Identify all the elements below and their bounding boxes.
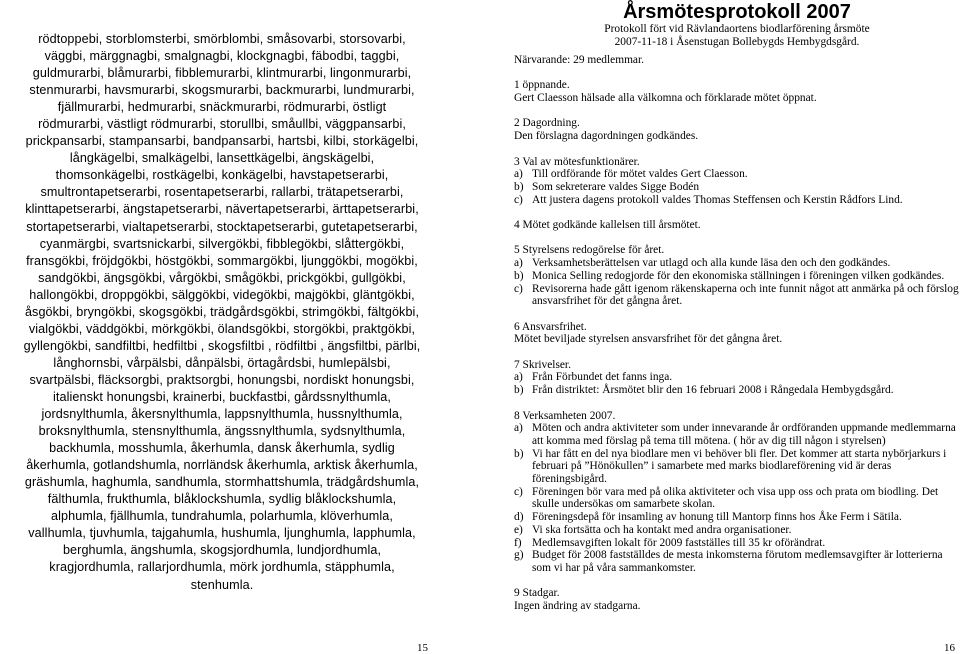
list-item — [514, 537, 960, 550]
section-3-list — [514, 168, 960, 206]
list-item-text: Verksamhetsberättelsen var utlagd och alla kunde läsa den och den godkändes. — [532, 257, 891, 270]
section-5-list — [514, 257, 960, 308]
bee-list-line: thomsonkägelbi, rostkägelbi, konkägelbi, havstapetserarbi, — [55, 168, 389, 183]
list-item-text: Att justera dagens protokoll valdes Thomas Steffensen och Kerstin Rådfors Lind. — [532, 193, 903, 206]
section-9-text: Ingen ändring av stadgarna. — [514, 600, 641, 613]
bee-list-line: stenhumla. — [190, 577, 254, 592]
section-6-text: Mötet beviljade styrelsen ansvarsfrihet för det gångna året. — [514, 333, 783, 346]
section-7-list — [514, 371, 960, 396]
bee-list-line: fälthumla, frukthumla, blåklockshumla, sydlig blåklockshumla, — [47, 492, 397, 507]
bee-list-line: smultrontapetserarbi, rosentapetserarbi, rallarbi, trätapetserarbi, — [40, 185, 404, 200]
list-item — [514, 270, 960, 283]
protocol-subtitle-1: Protokoll fört vid Rävlandaortens biodlarförening årsmöte — [604, 23, 870, 35]
list-item-text: Från distriktet: Årsmötet blir den 16 februari 2008 i Rångedala Hembygdsgård. — [532, 384, 894, 397]
list-item-label: a) — [514, 168, 523, 181]
list-item — [514, 524, 960, 537]
bee-list-line: hallongökbi, droppgökbi, sälggökbi, videgökbi, majgökbi, gläntgökbi, — [29, 287, 415, 302]
section-2-text: Den förslagna dagordningen godkändes. — [514, 130, 699, 143]
list-item-text: Från Förbundet det fanns inga. — [532, 371, 673, 384]
meeting-protocol — [514, 2, 960, 613]
bee-list-line: klinttapetserarbi, ängstapetserarbi, nävertapetserarbi, ärttapetserarbi, — [25, 202, 419, 217]
attendance: Närvarande: 29 medlemmar. — [514, 54, 644, 66]
list-item-label: a) — [514, 371, 523, 384]
list-item-text: Revisorerna hade gått igenom räkenskaperna och inte funnit något att anmärka på och förslog ansvarsfrihet för det gångna året. — [532, 282, 959, 308]
list-item-label: d) — [514, 511, 524, 524]
page-number-left: 15 — [417, 642, 428, 654]
list-item — [514, 283, 960, 308]
protocol-title: Årsmötesprotokoll 2007 — [623, 1, 851, 23]
list-item — [514, 549, 960, 574]
section-1-text: Gert Claesson hälsade alla välkomna och förklarade mötet öppnat. — [514, 92, 817, 105]
list-item-label: c) — [514, 282, 523, 295]
list-item-label: g) — [514, 549, 524, 562]
list-item-text: Föreningen bör vara med på olika aktiviteter och visa upp oss och prata om biodling. Det skulle undersökas om samarbete skolan. — [532, 485, 939, 511]
bee-list-line: vallhumla, tjuvhumla, tajgahumla, hushumla, ljunghumla, lapphumla, — [28, 526, 416, 541]
bee-list-line: kragjordhumla, rallarjordhumla, mörk jordhumla, stäpphumla, — [49, 560, 395, 575]
bee-list-line: gyllengökbi, sandfiltbi, hedfiltbi , skogsfiltbi , rödfiltbi , ängsfiltbi, pärlbi, — [23, 338, 421, 353]
right-page — [470, 0, 960, 654]
section-8-list — [514, 422, 960, 574]
list-item-label: a) — [514, 422, 523, 435]
section-7-heading: 7 Skrivelser. — [514, 358, 571, 371]
bee-list-line: rödmurarbi, västligt rödmurarbi, storullbi, småullbi, väggpansarbi, — [38, 117, 406, 132]
list-item-label: a) — [514, 257, 523, 270]
list-item-label: b) — [514, 384, 524, 397]
list-item-text: Möten och andra aktiviteter som under innevarande år ordföranden uppmande medlemmarna att komma med förslag på tema till mötena. ( hör av dig till någon i styrelsen) — [532, 422, 956, 447]
list-item — [514, 181, 960, 194]
bee-list-line: alphumla, fjällhumla, tundrahumla, polarhumla, klöverhumla, — [51, 509, 393, 524]
page-number-right: 16 — [944, 642, 955, 654]
bee-list-line: väggbi, märggnagbi, smalgnagbi, klockgnagbi, fäbodbi, taggbi, — [44, 49, 400, 64]
list-item-label: c) — [514, 485, 523, 498]
list-item-text: Till ordförande för mötet valdes Gert Claesson. — [532, 168, 748, 181]
bee-list-line: rödtoppebi, storblomsterbi, smörblombi, småsovarbi, storsovarbi, — [38, 32, 406, 46]
list-item-text: Budget för 2008 fastställdes de mesta inkomsterna förutom medlemsavgifter är lotterierna som vi har på våra sammankomster. — [532, 549, 943, 574]
list-item — [514, 384, 960, 397]
bee-list-line: sandgökbi, ängsgökbi, vårgökbi, smågökbi, prickgökbi, gullgökbi, — [38, 270, 406, 285]
bee-list-line: berghumla, ängshumla, skogsjordhumla, lundjordhumla, — [62, 543, 382, 558]
list-item — [514, 511, 960, 524]
bee-list-line: backhumla, mosshumla, åkerhumla, dansk åkerhumla, sydlig — [49, 441, 395, 456]
list-item-text: Vi har fått en del nya biodlare men vi behöver bli fler. Det kommer att starta nybörjarkurs i februari på ”Hönökullen” i samarbete med marks biodlareförening vid är deras föreningsbigård. — [532, 447, 947, 486]
list-item — [514, 371, 960, 384]
bee-list-line: åkerhumla, gotlandshumla, norrländsk åkerhumla, arktisk åkerhumla, — [26, 458, 418, 473]
section-4-heading: 4 Mötet godkände kallelsen till årsmötet. — [514, 219, 701, 232]
section-9-heading: 9 Stadgar. — [514, 587, 560, 600]
section-1-heading: 1 öppnande. — [514, 79, 570, 92]
bee-list-line: gräshumla, haghumla, sandhumla, stormhattshumla, trädgårdshumla, — [24, 475, 420, 490]
bee-list-line: stenmurarbi, havsmurarbi, skogsmurarbi, backmurarbi, lundmurarbi, — [29, 83, 415, 98]
bee-list-line: stortapetserarbi, vialtapetserarbi, stocktapetserarbi, gutetapetserarbi, — [26, 219, 418, 234]
bee-list-line: jordsnylthumla, åkersnylthumla, lappsnylthumla, hussnylthumla, — [41, 407, 403, 422]
bee-list-line: långhornsbi, vårpälsbi, dånpälsbi, örtagårdsbi, humlepälsbi, — [53, 355, 391, 370]
list-item — [514, 257, 960, 270]
bee-list-line: cyanmärgbi, svartsnickarbi, silvergökbi, fibblegökbi, slåttergökbi, — [39, 236, 405, 251]
bee-list-line: broksnylthumla, stensnylthumla, ängssnylthumla, sydsnylthumla, — [38, 424, 406, 439]
left-page — [0, 0, 440, 654]
list-item — [514, 448, 960, 486]
bee-list-line: vialgökbi, väddgökbi, mörkgökbi, ölandsgökbi, storgökbi, praktgökbi, — [28, 321, 416, 336]
list-item-text: Föreningsdepå för insamling av honung till Mantorp finns hos Åke Ferm i Sätila. — [532, 511, 902, 524]
list-item-label: e) — [514, 523, 523, 536]
bee-list-line: italienskt honungsbi, krainerbi, buckfastbi, gårdssnylthumla, — [53, 389, 391, 404]
list-item-label: b) — [514, 447, 524, 460]
section-3-heading: 3 Val av mötesfunktionärer. — [514, 155, 640, 168]
bee-list-line: fransgökbi, fröjdgökbi, höstgökbi, sommargökbi, ljunggökbi, mogökbi, — [26, 253, 418, 268]
bee-list-line: åsgökbi, bryngökbi, skogsgökbi, trädgårdsgökbi, strimgökbi, fältgökbi, — [24, 304, 420, 319]
bee-species-list — [4, 31, 440, 594]
section-2-heading: 2 Dagordning. — [514, 117, 580, 130]
list-item-text: Vi ska fortsätta och ha kontakt med andra organisationer. — [532, 523, 792, 536]
section-6-heading: 6 Ansvarsfrihet. — [514, 320, 587, 333]
protocol-subtitle-2: 2007-11-18 i Åsenstugan Bollebygds Hembygdsgård. — [614, 35, 860, 48]
list-item — [514, 422, 960, 447]
list-item-label: f) — [514, 536, 522, 549]
list-item — [514, 168, 960, 181]
bee-list-line: fjällmurarbi, hedmurarbi, snäckmurarbi, rödmurarbi, östligt — [57, 100, 387, 115]
list-item-text: Som sekreterare valdes Sigge Bodén — [532, 180, 700, 193]
list-item-text: Medlemsavgiften lokalt för 2009 fastställes till 35 kr oförändrat. — [532, 536, 826, 549]
bee-list-line: guldmurarbi, blåmurarbi, fibblemurarbi, klintmurarbi, lingonmurarbi, — [32, 66, 412, 81]
list-item — [514, 194, 960, 207]
bee-list-line: långkägelbi, smalkägelbi, lansettkägelbi, ängskägelbi, — [69, 151, 375, 166]
list-item-label: b) — [514, 269, 524, 282]
section-8-heading: 8 Verksamheten 2007. — [514, 409, 616, 422]
bee-list-line: svartpälsbi, fläcksorgbi, praktsorgbi, honungsbi, nordiskt honungsbi, — [29, 372, 415, 387]
list-item-label: b) — [514, 180, 524, 193]
section-5-heading: 5 Styrelsens redogörelse för året. — [514, 244, 665, 257]
list-item-text: Monica Selling redogjorde för den ekonomiska ställningen i föreningen vilken godkändes. — [532, 269, 945, 282]
list-item — [514, 486, 960, 511]
bee-list-line: prickpansarbi, stampansarbi, bandpansarbi, hartsbi, kilbi, storkägelbi, — [25, 134, 419, 149]
list-item-label: c) — [514, 193, 523, 206]
